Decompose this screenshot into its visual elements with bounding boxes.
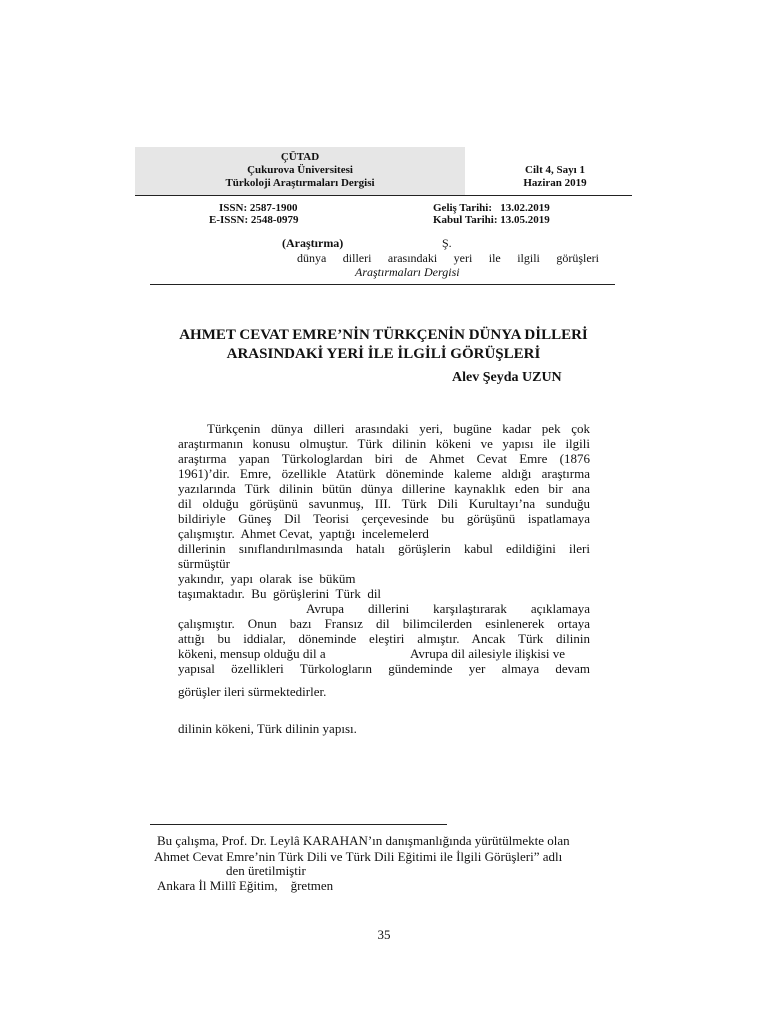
- abstract-line: yazılarında Türk dilinin bütün dünya dillerine kaynaklık eden bir ana: [178, 481, 590, 496]
- footnote-2: Ankara İl Millî Eğitim, ğretmen: [157, 878, 334, 893]
- citation-author-fragment: Ş.: [442, 236, 452, 250]
- article-title-line-2: ARASINDAKİ YERİ İLE İLGİLİ GÖRÜŞLERİ: [226, 346, 541, 362]
- abstract-line: attığı bu iddialar, döneminde eleştiri almıştır. Ancak Türk dilinin: [178, 631, 590, 646]
- article-type: (Araştırma): [282, 236, 344, 250]
- accepted-date: Kabul Tarihi: 13.05.2019: [433, 214, 550, 226]
- citation-divider: [150, 284, 615, 285]
- abstract-line: Avrupa dillerini karşılaştırarak açıklamaya: [306, 601, 590, 616]
- abstract-line: Avrupa dil ailesiyle ilişkisi ve: [410, 646, 566, 661]
- abstract-line: taşımaktadır. Bu görüşlerini Türk dil: [178, 586, 382, 601]
- abstract-line: çalışmıştır. Onun bazı Fransız dil bilimcilerden esinlenerek ortaya: [178, 616, 590, 631]
- journal-name: Türkoloji Araştırmaları Dergisi: [225, 177, 375, 189]
- abstract-line: kökeni, mensup olduğu dil a: [178, 646, 326, 661]
- eissn: E-ISSN: 2548-0979: [209, 214, 299, 226]
- issn: ISSN: 2587-1900: [219, 202, 298, 214]
- footnote-1-line-1: Bu çalışma, Prof. Dr. Leylâ KARAHAN’ın danışmanlığında yürütülmekte olan: [157, 833, 570, 848]
- page-number: 35: [377, 927, 391, 942]
- abstract-line: yakındır, yapı olarak ise büküm: [178, 571, 356, 586]
- received-date: Geliş Tarihi: 13.02.2019: [433, 202, 550, 214]
- header-divider: [135, 195, 632, 196]
- volume-issue: Cilt 4, Sayı 1: [525, 164, 585, 176]
- article-title-line-1: AHMET CEVAT EMRE’NİN TÜRKÇENİN DÜNYA DİLLERİ: [179, 327, 588, 343]
- author-name: Alev Şeyda UZUN: [452, 370, 562, 385]
- abstract-line: dil olduğu görüşünü savunmuş, III. Türk Dili Kurultayı’na sunduğu: [178, 496, 590, 511]
- abstract-line: sürmüştür: [178, 556, 230, 571]
- abstract-line: dillerinin sınıflandırılmasında hatalı görüşlerin kabul edildiğini ileri: [178, 541, 590, 556]
- abstract-line: yapısal özellikleri Türkologların gündeminde yer almaya devam: [178, 661, 590, 676]
- abstract-line: çalışmıştır. Ahmet Cevat, yaptığı incelemelerd: [178, 526, 429, 541]
- abstract-line: bildiriyle Güneş Dil Teorisi çerçevesinde bu görüşünü ispatlamaya: [178, 511, 590, 526]
- citation-line: dünya dilleri arasındaki yeri ile ilgili görüşleri: [297, 251, 599, 265]
- footnote-divider: [150, 824, 447, 825]
- university-name: Çukurova Üniversitesi: [247, 164, 353, 176]
- footnote-1-line-2: Ahmet Cevat Emre’nin Türk Dili ve Türk Dili Eğitimi ile İlgili Görüşleri” adlı: [154, 849, 563, 864]
- keywords-line: dilinin kökeni, Türk dilinin yapısı.: [178, 721, 357, 736]
- footnote-1-line-3: den üretilmiştir: [226, 863, 306, 878]
- citation-journal: Araştırmaları Dergisi: [355, 265, 460, 279]
- abstract-line: Türkçenin dünya dilleri arasındaki yeri, bugüne kadar pek çok: [207, 421, 590, 436]
- publication-date: Haziran 2019: [523, 177, 587, 189]
- journal-short-name: ÇÜTAD: [280, 151, 320, 163]
- abstract-line: araştırma yapan Türkologlardan biri de Ahmet Cevat Emre (1876: [178, 451, 590, 466]
- abstract-line: araştırmanın konusu olmuştur. Türk dilinin kökeni ve yapısı ile ilgili: [178, 436, 590, 451]
- abstract-line: 1961)’dir. Emre, özellikle Atatürk döneminde kaleme aldığı araştırma: [178, 466, 590, 481]
- abstract-line: görüşler ileri sürmektedirler.: [178, 684, 327, 699]
